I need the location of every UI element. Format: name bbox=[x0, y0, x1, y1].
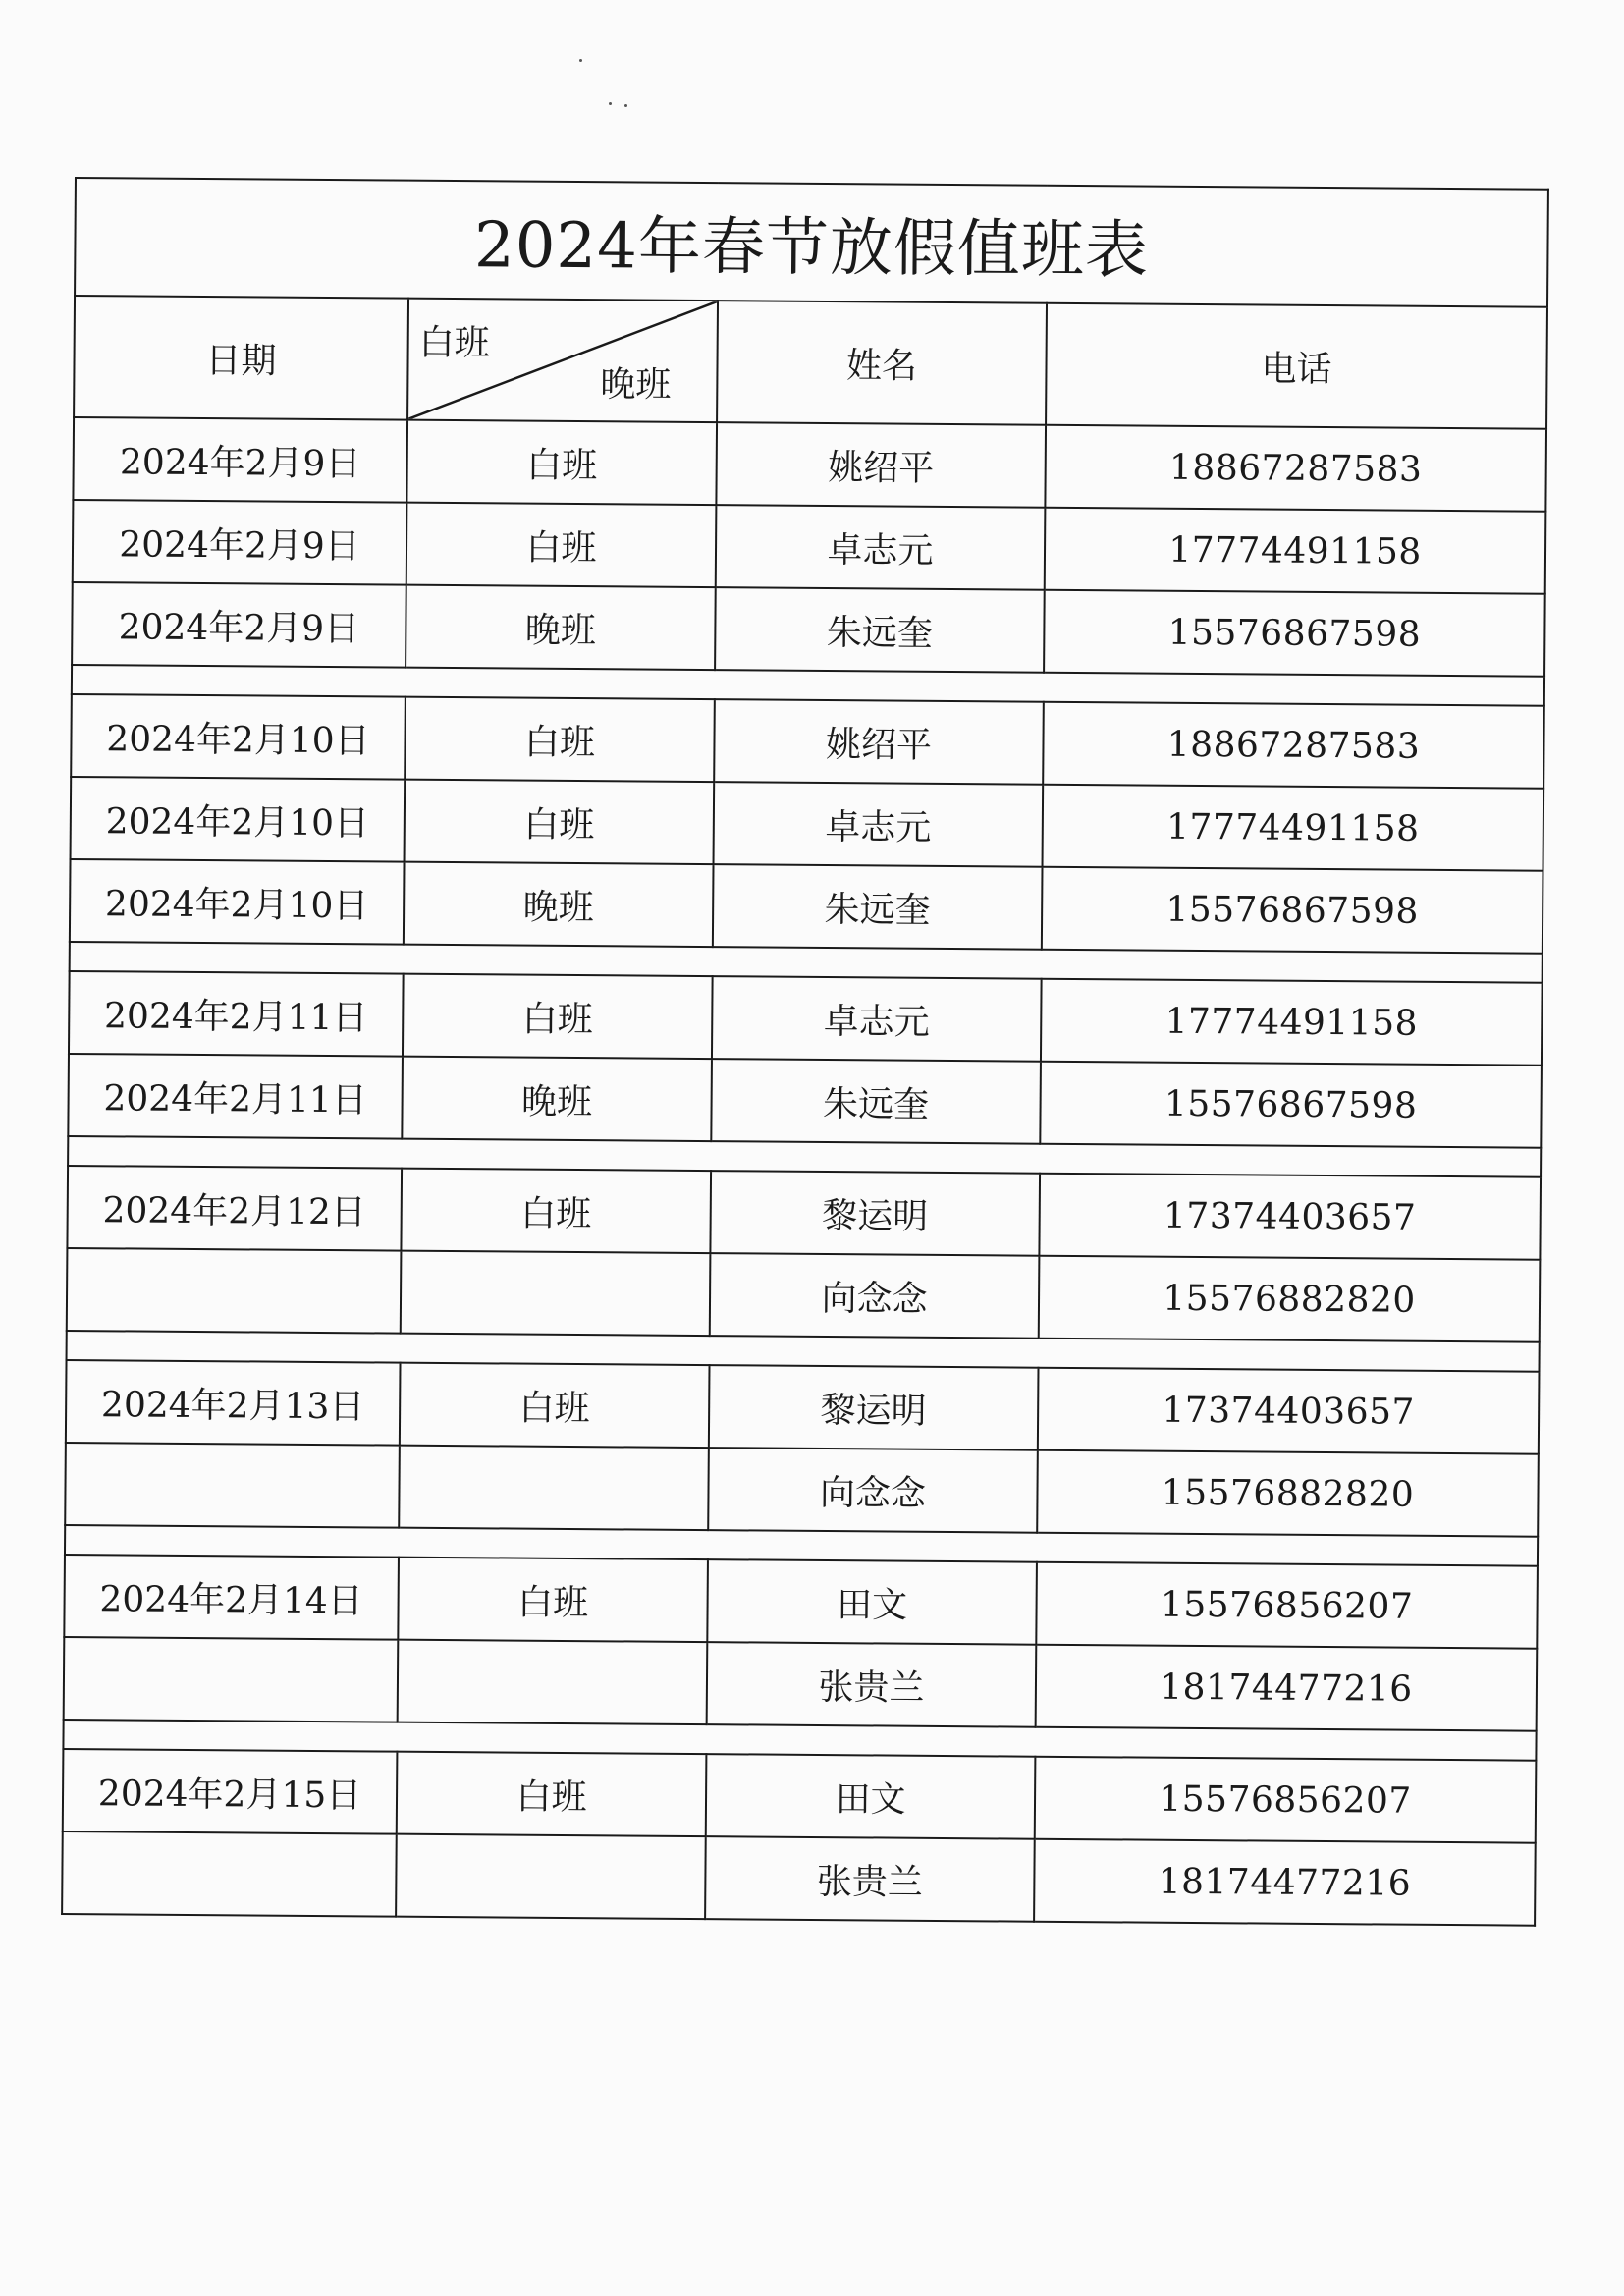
shift-cell: 晚班 bbox=[406, 585, 716, 670]
date-cell: 2024年2月11日 bbox=[69, 971, 404, 1057]
phone-cell: 18867287583 bbox=[1043, 702, 1544, 789]
table-row bbox=[64, 1555, 1538, 1649]
phone-cell: 18174477216 bbox=[1034, 1839, 1536, 1926]
date-cell: 2024年2月13日 bbox=[66, 1360, 401, 1446]
shift-cell: 白班 bbox=[405, 780, 715, 864]
name-cell: 向念念 bbox=[708, 1448, 1038, 1533]
shift-cell bbox=[396, 1834, 706, 1919]
header-shift-night: 晚班 bbox=[600, 364, 672, 406]
table-row bbox=[63, 1749, 1537, 1843]
scan-speck bbox=[624, 104, 627, 107]
shift-cell bbox=[398, 1640, 708, 1724]
name-cell: 黎运明 bbox=[710, 1171, 1040, 1256]
date-cell: 2024年2月10日 bbox=[71, 777, 406, 862]
name-cell: 卓志元 bbox=[714, 782, 1044, 867]
scan-speck bbox=[579, 59, 582, 62]
header-date: 日期 bbox=[74, 296, 408, 420]
shift-cell: 白班 bbox=[397, 1752, 707, 1836]
table-row bbox=[65, 1443, 1539, 1537]
name-cell: 张贵兰 bbox=[707, 1642, 1037, 1727]
date-cell: 2024年2月15日 bbox=[63, 1749, 398, 1834]
table-row bbox=[66, 1360, 1540, 1454]
scan-speck bbox=[609, 102, 612, 105]
date-cell: 2024年2月11日 bbox=[68, 1054, 403, 1139]
duty-table bbox=[61, 177, 1549, 1927]
shift-cell: 晚班 bbox=[402, 1057, 712, 1141]
name-cell: 田文 bbox=[706, 1754, 1036, 1839]
table-row bbox=[73, 417, 1546, 512]
phone-cell: 17774491158 bbox=[1041, 979, 1543, 1066]
table-row bbox=[70, 859, 1543, 954]
phone-cell: 18867287583 bbox=[1045, 425, 1546, 512]
duty-sheet bbox=[60, 177, 1547, 2045]
table-row bbox=[73, 500, 1546, 594]
phone-cell: 15576856207 bbox=[1035, 1757, 1537, 1843]
shift-cell: 白班 bbox=[401, 1169, 711, 1253]
shift-cell: 白班 bbox=[406, 420, 717, 505]
date-cell bbox=[62, 1831, 397, 1917]
header-shift bbox=[407, 299, 718, 422]
name-cell: 卓志元 bbox=[716, 505, 1046, 590]
table-row bbox=[72, 582, 1545, 677]
phone-cell: 17774491158 bbox=[1045, 508, 1546, 594]
shift-cell bbox=[399, 1446, 709, 1530]
date-cell bbox=[64, 1637, 399, 1722]
date-cell: 2024年2月12日 bbox=[67, 1166, 402, 1251]
date-cell: 2024年2月9日 bbox=[73, 417, 407, 503]
phone-cell: 17774491158 bbox=[1043, 785, 1544, 871]
date-cell: 2024年2月10日 bbox=[70, 859, 405, 945]
name-cell: 黎运明 bbox=[709, 1365, 1039, 1450]
name-cell: 向念念 bbox=[710, 1253, 1040, 1339]
name-cell: 朱远奎 bbox=[711, 1059, 1041, 1144]
table-row bbox=[62, 1831, 1536, 1926]
phone-cell: 15576867598 bbox=[1044, 590, 1545, 677]
table-row bbox=[71, 694, 1544, 789]
name-cell: 姚绍平 bbox=[716, 422, 1046, 508]
shift-cell bbox=[401, 1251, 711, 1336]
date-cell: 2024年2月9日 bbox=[73, 500, 407, 585]
shift-cell: 白班 bbox=[406, 503, 717, 587]
phone-cell: 15576867598 bbox=[1042, 867, 1543, 954]
date-cell: 2024年2月10日 bbox=[71, 694, 406, 780]
phone-cell: 15576856207 bbox=[1036, 1562, 1538, 1649]
date-cell: 2024年2月9日 bbox=[72, 582, 406, 668]
header-phone: 电话 bbox=[1046, 303, 1547, 429]
name-cell: 姚绍平 bbox=[714, 699, 1044, 785]
name-cell: 卓志元 bbox=[712, 976, 1042, 1062]
name-cell: 田文 bbox=[707, 1559, 1037, 1645]
page-title: 2024年春节放假值班表 bbox=[75, 178, 1548, 307]
shift-cell: 白班 bbox=[400, 1363, 710, 1448]
date-cell: 2024年2月14日 bbox=[64, 1555, 399, 1640]
table-row bbox=[71, 777, 1544, 871]
phone-cell: 17374403657 bbox=[1039, 1174, 1541, 1260]
name-cell: 朱远奎 bbox=[713, 864, 1043, 950]
phone-cell: 17374403657 bbox=[1038, 1368, 1540, 1454]
table-row bbox=[68, 1054, 1542, 1148]
table-row bbox=[69, 971, 1543, 1066]
header-shift-day: 白班 bbox=[418, 322, 490, 364]
name-cell: 张贵兰 bbox=[705, 1836, 1035, 1922]
table-row bbox=[67, 1166, 1541, 1260]
phone-cell: 15576867598 bbox=[1040, 1062, 1542, 1148]
shift-cell: 白班 bbox=[405, 697, 715, 782]
shift-cell: 白班 bbox=[403, 974, 713, 1059]
header-name: 姓名 bbox=[717, 301, 1047, 425]
date-cell bbox=[67, 1248, 402, 1334]
phone-cell: 18174477216 bbox=[1036, 1645, 1538, 1731]
shift-cell: 晚班 bbox=[404, 862, 714, 947]
table-row bbox=[64, 1637, 1538, 1731]
name-cell: 朱远奎 bbox=[715, 587, 1045, 673]
date-cell bbox=[65, 1443, 400, 1528]
header-row bbox=[74, 296, 1547, 429]
phone-cell: 15576882820 bbox=[1037, 1450, 1539, 1537]
shift-cell: 白班 bbox=[398, 1558, 708, 1642]
phone-cell: 15576882820 bbox=[1039, 1256, 1541, 1342]
table-row bbox=[67, 1248, 1541, 1342]
